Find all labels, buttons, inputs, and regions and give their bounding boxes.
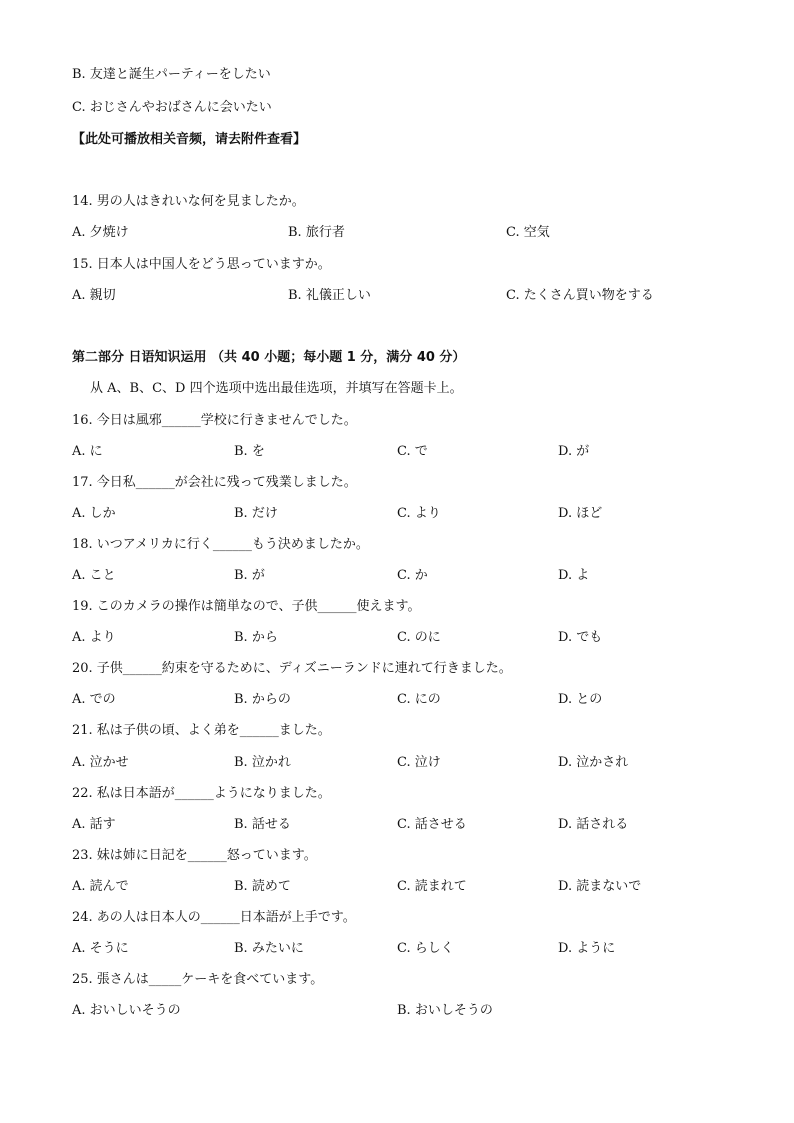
option-d: D. との: [558, 692, 603, 707]
section-instruction: 从 A、B、C、D 四个选项中选出最佳选项，并填写在答题卡上。: [90, 381, 463, 396]
question-23-options: [72, 878, 722, 896]
question-15-options: [72, 287, 722, 305]
question-20: 20. 子供______約束を守るために、ディズニーランドに連れて行きました。: [72, 661, 512, 676]
option-b: B. 泣かれ: [234, 755, 291, 770]
question-21-options: [72, 754, 722, 772]
option-b: B. 旅行者: [288, 225, 345, 240]
option-a: A. 親切: [72, 288, 116, 303]
option-b: B. みたいに: [234, 941, 304, 956]
question-14: 14. 男の人はきれいな何を見ましたか。: [72, 194, 305, 209]
question-14-options: [72, 224, 722, 242]
option-c: C. にの: [397, 692, 441, 707]
option-c: C. 話させる: [397, 817, 467, 832]
option-a: A. おいしいそうの: [72, 1003, 181, 1018]
option-b: B. おいしそうの: [397, 1003, 493, 1018]
option-d: D. よ: [558, 568, 590, 583]
question-16-options: [72, 443, 722, 461]
option-a: A. 夕焼け: [72, 225, 129, 240]
question-22: 22. 私は日本語が______ようになりました。: [72, 786, 331, 801]
option-b: B. からの: [234, 692, 291, 707]
option-a: A. 読んで: [72, 879, 129, 894]
question-22-options: [72, 816, 722, 834]
question-25-options: [72, 1002, 722, 1020]
option-c: C. のに: [397, 630, 441, 645]
option-b: B. を: [234, 444, 265, 459]
option-d: D. 泣かされ: [558, 755, 629, 770]
option-c: C. で: [397, 444, 428, 459]
section-title: 第二部分 日语知识运用 （共 40 小题；每小题 1 分，满分 40 分）: [72, 350, 466, 365]
option-b: B. から: [234, 630, 278, 645]
question-18: 18. いつアメリカに行く______もう決めましたか。: [72, 537, 369, 552]
question-15: 15. 日本人は中国人をどう思っていますか。: [72, 257, 331, 272]
question-18-options: [72, 567, 722, 585]
question-20-options: [72, 691, 722, 709]
option-b: B. 読めて: [234, 879, 291, 894]
question-23: 23. 妹は姉に日記を______怒っています。: [72, 848, 317, 863]
option-b: B. 礼儀正しい: [288, 288, 371, 303]
option-c: C. 読まれて: [397, 879, 467, 894]
option-b-line: B. 友達と誕生パーティーをしたい: [72, 67, 271, 82]
option-a: A. に: [72, 444, 103, 459]
option-c: C. らしく: [397, 941, 454, 956]
question-16: 16. 今日は風邪______学校に行きませんでした。: [72, 413, 357, 428]
option-a: A. こと: [72, 568, 116, 583]
question-24: 24. あの人は日本人の______日本語が上手です。: [72, 910, 356, 925]
option-d: D. ほど: [558, 506, 603, 521]
option-c: C. 泣け: [397, 755, 441, 770]
question-17-options: [72, 505, 722, 523]
option-c: C. より: [397, 506, 441, 521]
option-a: A. での: [72, 692, 116, 707]
option-d: D. が: [558, 444, 590, 459]
option-c: C. たくさん買い物をする: [506, 288, 654, 303]
option-b: B. だけ: [234, 506, 278, 521]
option-c: C. か: [397, 568, 428, 583]
option-b: B. が: [234, 568, 265, 583]
question-17: 17. 今日私______が会社に残って残業しました。: [72, 475, 357, 490]
question-19-options: [72, 629, 722, 647]
question-25: 25. 張さんは_____ケーキを食べています。: [72, 972, 324, 987]
option-b: B. 話せる: [234, 817, 291, 832]
option-d: D. 話される: [558, 817, 629, 832]
option-c: C. 空気: [506, 225, 550, 240]
option-a: A. より: [72, 630, 116, 645]
option-d: D. でも: [558, 630, 603, 645]
question-21: 21. 私は子供の頃、よく弟を______ました。: [72, 723, 331, 738]
option-d: D. 読まないで: [558, 879, 642, 894]
option-a: A. そうに: [72, 941, 129, 956]
question-19: 19. このカメラの操作は簡単なので、子供______使えます。: [72, 599, 421, 614]
option-a: A. 話す: [72, 817, 116, 832]
audio-note: 【此处可播放相关音频，请去附件查看】: [72, 132, 307, 147]
option-a: A. しか: [72, 506, 116, 521]
question-24-options: [72, 940, 722, 958]
option-d: D. ように: [558, 941, 616, 956]
option-a: A. 泣かせ: [72, 755, 129, 770]
option-c-line: C. おじさんやおばさんに会いたい: [72, 100, 272, 115]
